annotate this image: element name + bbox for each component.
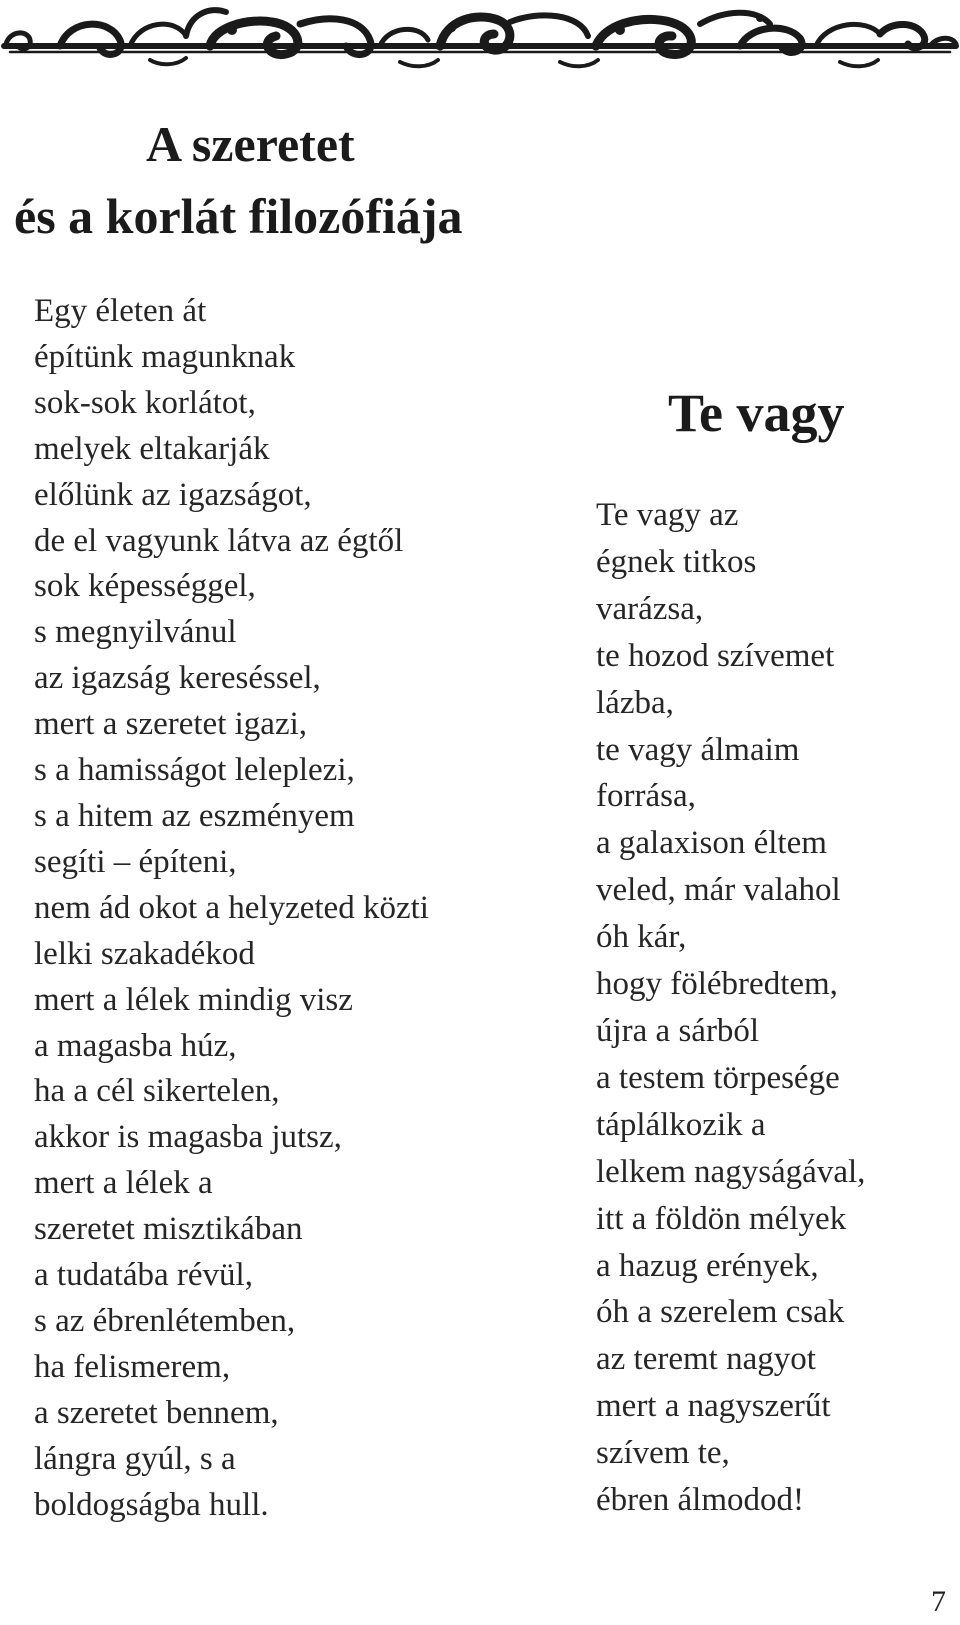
poem1-line: mert a lélek mindig visz — [34, 981, 353, 1018]
poem2-line: óh a szerelem csak — [596, 1294, 845, 1331]
poem2-line: táplálkozik a — [596, 1106, 766, 1143]
poem2-line: te vagy álmaim — [596, 731, 800, 768]
page-number: 7 — [931, 1585, 946, 1618]
poem1-line: akkor is magasba jutsz, — [34, 1119, 342, 1156]
poem2-line: hogy fölébredtem, — [596, 966, 838, 1003]
poem2-line: égnek titkos — [596, 543, 757, 580]
poem2-line: Te vagy az — [596, 497, 739, 533]
poem2-line: forrása, — [596, 778, 696, 815]
poem1-line: építünk magunknak — [34, 338, 296, 375]
poem2-line: lázba, — [596, 684, 674, 721]
poem1-line: az igazság kereséssel, — [34, 660, 321, 697]
poem1-line: Egy életen át — [34, 293, 207, 329]
poem1-line: a tudatába révül, — [34, 1257, 253, 1294]
poem1-line: segíti – építeni, — [34, 843, 237, 880]
poem1-line: s az ébrenlétemben, — [34, 1302, 296, 1339]
poem1-line: s megnyilvánul — [34, 614, 237, 651]
poem2-line: szívem te, — [596, 1435, 730, 1472]
poem2-line: varázsa, — [596, 590, 704, 627]
poem2-line: a testem törpesége — [596, 1059, 840, 1096]
poem1-line: s a hamisságot leleplezi, — [34, 752, 355, 789]
poem1-line: a magasba húz, — [34, 1027, 237, 1064]
poem1-line: s a hitem az eszményem — [34, 797, 355, 834]
poem1-line: sok-sok korlátot, — [34, 384, 256, 421]
poem2-line: újra a sárból — [596, 1012, 760, 1049]
poem1-title-line2: és a korlát filozófiája — [14, 188, 463, 244]
poem1-title — [14, 108, 463, 252]
decorative-scroll-border-icon — [0, 0, 960, 78]
poem1-line: ha a cél sikertelen, — [34, 1073, 280, 1110]
poem2-line: mert a nagyszerűt — [596, 1388, 831, 1425]
poem2-line: veled, már valahol — [596, 872, 841, 909]
poem1-line: szeretet misztikában — [34, 1211, 303, 1248]
poem2-body — [596, 492, 865, 1524]
poem2-line: a hazug erények, — [596, 1247, 819, 1284]
poem1-line: melyek eltakarják — [34, 430, 270, 467]
poem2-line: lelkem nagyságával, — [596, 1153, 866, 1190]
poem2-line: te hozod szívemet — [596, 637, 835, 674]
poem2-line: az teremt nagyot — [596, 1341, 816, 1378]
poem1-line: előlünk az igazságot, — [34, 476, 312, 513]
poem1-line: lángra gyúl, s a — [34, 1440, 236, 1477]
poem1-title-line1: A szeretet — [146, 116, 355, 172]
poem1-line: mert a szeretet igazi, — [34, 706, 308, 743]
poem1-line: de el vagyunk látva az égtől — [34, 522, 404, 559]
poem1-line: ha felismerem, — [34, 1348, 231, 1385]
poem1-body — [34, 289, 429, 1528]
poem1-line: mert a lélek a — [34, 1165, 213, 1202]
poem2-title: Te vagy — [668, 383, 845, 443]
poem1-line: a szeretet bennem, — [34, 1394, 279, 1431]
poem2-line: óh kár, — [596, 919, 687, 956]
poem2-line: itt a földön mélyek — [596, 1200, 847, 1237]
poem2-line: a galaxison éltem — [596, 825, 827, 862]
poem1-line: boldogságba hull. — [34, 1486, 269, 1523]
poem1-line: sok képességgel, — [34, 568, 256, 605]
poem1-line: lelki szakadékod — [34, 935, 255, 972]
poem1-line: nem ád okot a helyzeted közti — [34, 889, 429, 926]
poem2-line: ébren álmodod! — [596, 1482, 805, 1519]
